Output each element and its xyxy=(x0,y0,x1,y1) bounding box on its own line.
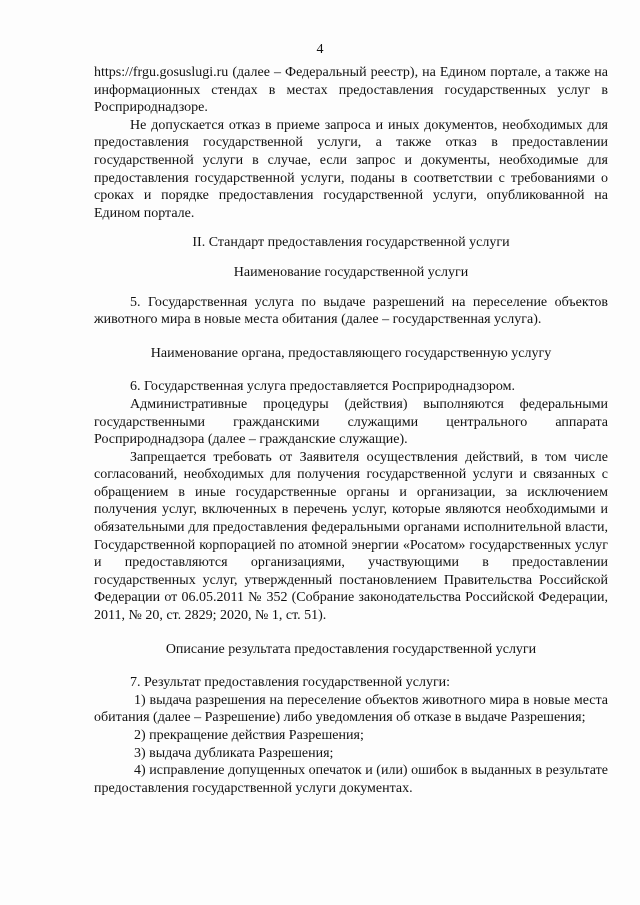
subsection-title-authority: Наименование органа, предоставляющего государственную услугу xyxy=(150,345,552,361)
item-7-3: 3) выдача дубликата Разрешения; xyxy=(134,745,334,761)
item-5: 5. Государственная услуга по выдаче разрешений на переселение объектов животного мира в новые места обитания (далее – государственная услуга). xyxy=(94,294,608,328)
item-6-prohibition: Запрещается требовать от Заявителя осуществления действий, в том числе согласований, необходимых для получения государственной услуги и связанных с обращением в иные государственные органы и организации, за исключением получения услуг, включенных в перечень услуг, которые являются необходимыми и обязательными для предоставления федеральными органами исполнительной власти, Государственной корпорацией по атомной энергии «Росатом» государственных услуг и предоставляются организациями, участвующими в предоставлении государственных услуг, утвержденный постановлением Правительства Российской Федерации от 06.05.2011 № 352 (Собрание законодательства Российской Федерации, 2011, № 20, ст. 2829; 2020, № 1, ст. 51). xyxy=(94,449,608,624)
section-title: II. Стандарт предоставления государственной услуги xyxy=(192,235,510,251)
item-7-4: 4) исправление допущенных опечаток и (или) ошибок в выданных в результате предоставления государственной услуги документах. xyxy=(94,763,608,796)
paragraph-refusal: Не допускается отказ в приеме запроса и иных документов, необходимых для предоставления государственной услуги, а также отказ в предоставлении государственной услуги в случае, если запрос и документы, необходимые для предоставления государственной услуги, поданы в соответствии с требованиями о сроках и порядке предоставления государственной услуги, опубликованной на Едином портале. xyxy=(94,117,608,221)
document-body xyxy=(94,64,608,797)
paragraph-registry: https://frgu.gosuslugi.ru (далее – Федеральный реестр), на Едином портале, а также на информационных стендах в местах предоставления государственных услуг в Росприроднадзоре. xyxy=(94,65,608,116)
subsection-title-service-name: Наименование государственной услуги xyxy=(233,264,469,280)
page-number: 4 xyxy=(316,42,324,57)
item-6-procedures: Административные процедуры (действия) выполняются федеральными государственными гражданскими служащими центрального аппарата Росприроднадзора (далее – гражданские служащие). xyxy=(94,396,608,448)
item-7-1: 1) выдача разрешения на переселение объектов животного мира в новые места обитания (далее – Разрешение) либо уведомления об отказе в выдаче Разрешения; xyxy=(94,692,608,726)
item-7: 7. Результат предоставления государственной услуги: xyxy=(130,675,451,691)
subsection-title-result: Описание результата предоставления государственной услуги xyxy=(165,641,537,657)
item-7-2: 2) прекращение действия Разрешения; xyxy=(134,728,364,743)
item-6: 6. Государственная услуга предоставляется Росприроднадзором. xyxy=(130,379,516,395)
